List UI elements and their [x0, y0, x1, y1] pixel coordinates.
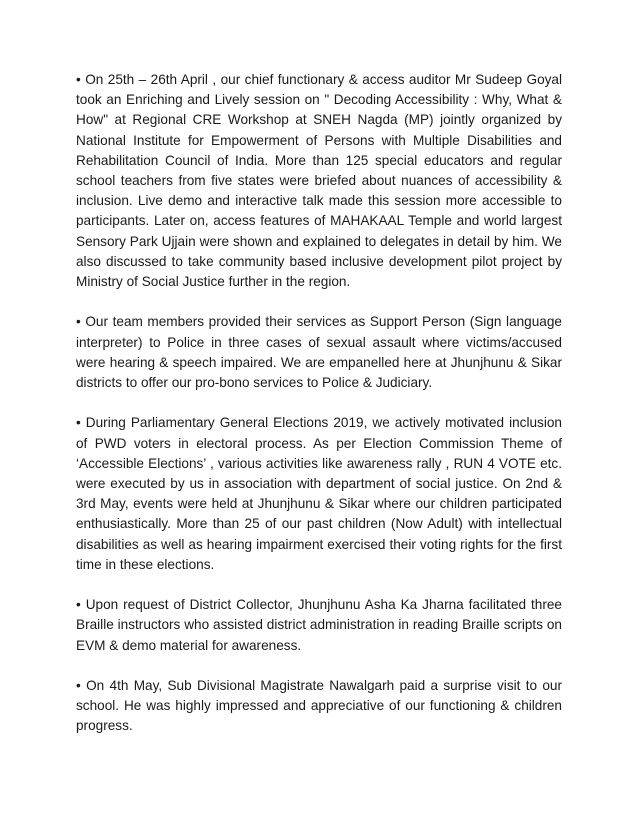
bullet-marker: • — [76, 597, 81, 613]
document-body — [76, 70, 562, 737]
bullet-marker: • — [76, 314, 81, 330]
paragraph-sdm-visit — [76, 676, 562, 737]
paragraph-text: On 25th – 26th April , our chief functionary & access auditor Mr Sudeep Goyal took an Enriching and Lively session on " Decoding Accessibility : Why, What & How" at Regional CRE Workshop at SNEH Nagda (MP) jointly organized by National Institute for Empowerment of Persons with Multiple Disabilities and Rehabilitation Council of India. More than 125 special educators and regular school teachers from five states were briefed about nuances of accessibility & inclusion. Live demo and interactive talk made this session more accessible to participants. Later on, access features of MAHAKAAL Temple and world largest Sensory Park Ujjain were shown and explained to delegates in detail by him. We also discussed to take community based inclusive development pilot project by Ministry of Social Justice further in the region. — [76, 72, 563, 290]
paragraph-text: On 4th May, Sub Divisional Magistrate Nawalgarh paid a surprise visit to our school. He was highly impressed and appreciative of our functioning & children progress. — [76, 678, 563, 734]
paragraph-cre-workshop — [76, 70, 562, 292]
paragraph-text: Our team members provided their services as Support Person (Sign language interpreter) to Police in three cases of sexual assault where victims/accused were hearing & speech impaired. We are empanelled here at Jhunjhunu & Sikar districts to offer our pro-bono services to Police & Judiciary. — [76, 314, 562, 391]
bullet-marker: • — [76, 415, 81, 431]
paragraph-support-person — [76, 312, 562, 393]
paragraph-text: During Parliamentary General Elections 2019, we actively motivated inclusion of PWD voters in electoral process. As per Election Commission Theme of ‘Accessible Elections’ , various activities like awareness rally , RUN 4 VOTE etc. were executed by us in association with department of social justice. On 2nd & 3rd May, events were held at Jhunjhunu & Sikar where our children participated enthusiastically. More than 25 of our past children (Now Adult) with intellectual disabilities as well as hearing impairment exercised their voting rights for the first time in these elections. — [76, 415, 562, 572]
paragraph-text: Upon request of District Collector, Jhunjhunu Asha Ka Jharna facilitated three Braille instructors who assisted district administration in reading Braille scripts on EVM & demo material for awareness. — [76, 597, 562, 653]
bullet-marker: • — [76, 678, 81, 694]
paragraph-braille-instructors — [76, 595, 562, 656]
paragraph-elections — [76, 413, 562, 575]
bullet-marker: • — [76, 72, 81, 87]
